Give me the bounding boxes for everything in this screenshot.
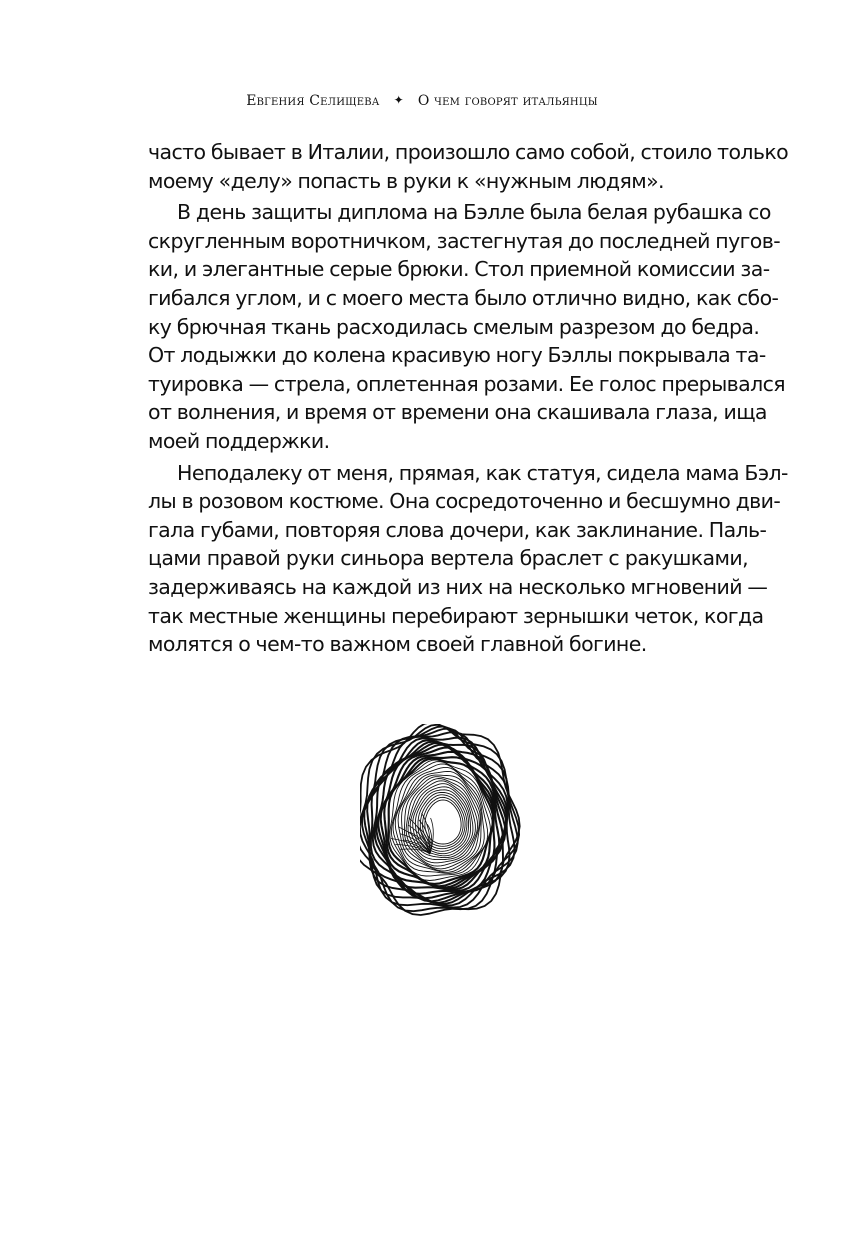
text-line: скругленным воротничком, застегнутая до последней пугов- bbox=[148, 228, 781, 253]
text-line: гибался углом, и с моего места было отлично видно, как сбо- bbox=[148, 285, 779, 310]
text-line: гала губами, повторяя слова дочери, как заклинание. Паль- bbox=[148, 517, 767, 542]
header-title: О чем говорят итальянцы bbox=[417, 93, 598, 109]
text-line: цами правой руки синьора вертела браслет с ракушками, bbox=[148, 546, 748, 571]
text-line: ки, и элегантные серые брюки. Стол приемной комиссии за- bbox=[148, 257, 770, 282]
text-line: молятся о чем-то важном своей главной богине. bbox=[148, 632, 647, 657]
text-line: от волнения, и время от времени она скашивала глаза, ища bbox=[148, 400, 767, 425]
text-line: Неподалеку от меня, прямая, как статуя, сидела мама Бэл- bbox=[177, 460, 788, 485]
paragraph bbox=[148, 138, 789, 195]
header-separator: ✦ bbox=[393, 93, 404, 107]
header-author: Евгения Селищева bbox=[246, 93, 380, 109]
text-line: От лодыжки до колена красивую ногу Бэллы покрывала та- bbox=[148, 343, 766, 368]
text-line: туировка — стрела, оплетенная розами. Ее голос прерывался bbox=[148, 371, 786, 396]
text-line: моей поддержки. bbox=[148, 428, 330, 453]
text-line: лы в розовом костюме. Она сосредоточенно и бесшумно дви- bbox=[148, 489, 781, 514]
shell-icon bbox=[360, 724, 526, 916]
paragraph bbox=[148, 198, 786, 455]
body-text bbox=[148, 138, 789, 659]
text-line: моему «делу» попасть в руки к «нужным людям». bbox=[148, 168, 664, 193]
text-line: ку брючная ткань расходилась смелым разрезом до бедра. bbox=[148, 314, 760, 339]
shell-ring bbox=[420, 795, 465, 849]
paragraph bbox=[148, 459, 788, 659]
text-line: часто бывает в Италии, произошло само собой, стоило только bbox=[148, 140, 789, 164]
running-head bbox=[0, 93, 844, 109]
shell-ring bbox=[425, 800, 461, 844]
text-line: В день защиты диплома на Бэлле была белая рубашка со bbox=[177, 200, 771, 225]
text-line: задерживаясь на каждой из них на несколько мгновений — bbox=[148, 574, 768, 599]
text-line: так местные женщины перебирают зернышки четок, когда bbox=[148, 603, 764, 628]
